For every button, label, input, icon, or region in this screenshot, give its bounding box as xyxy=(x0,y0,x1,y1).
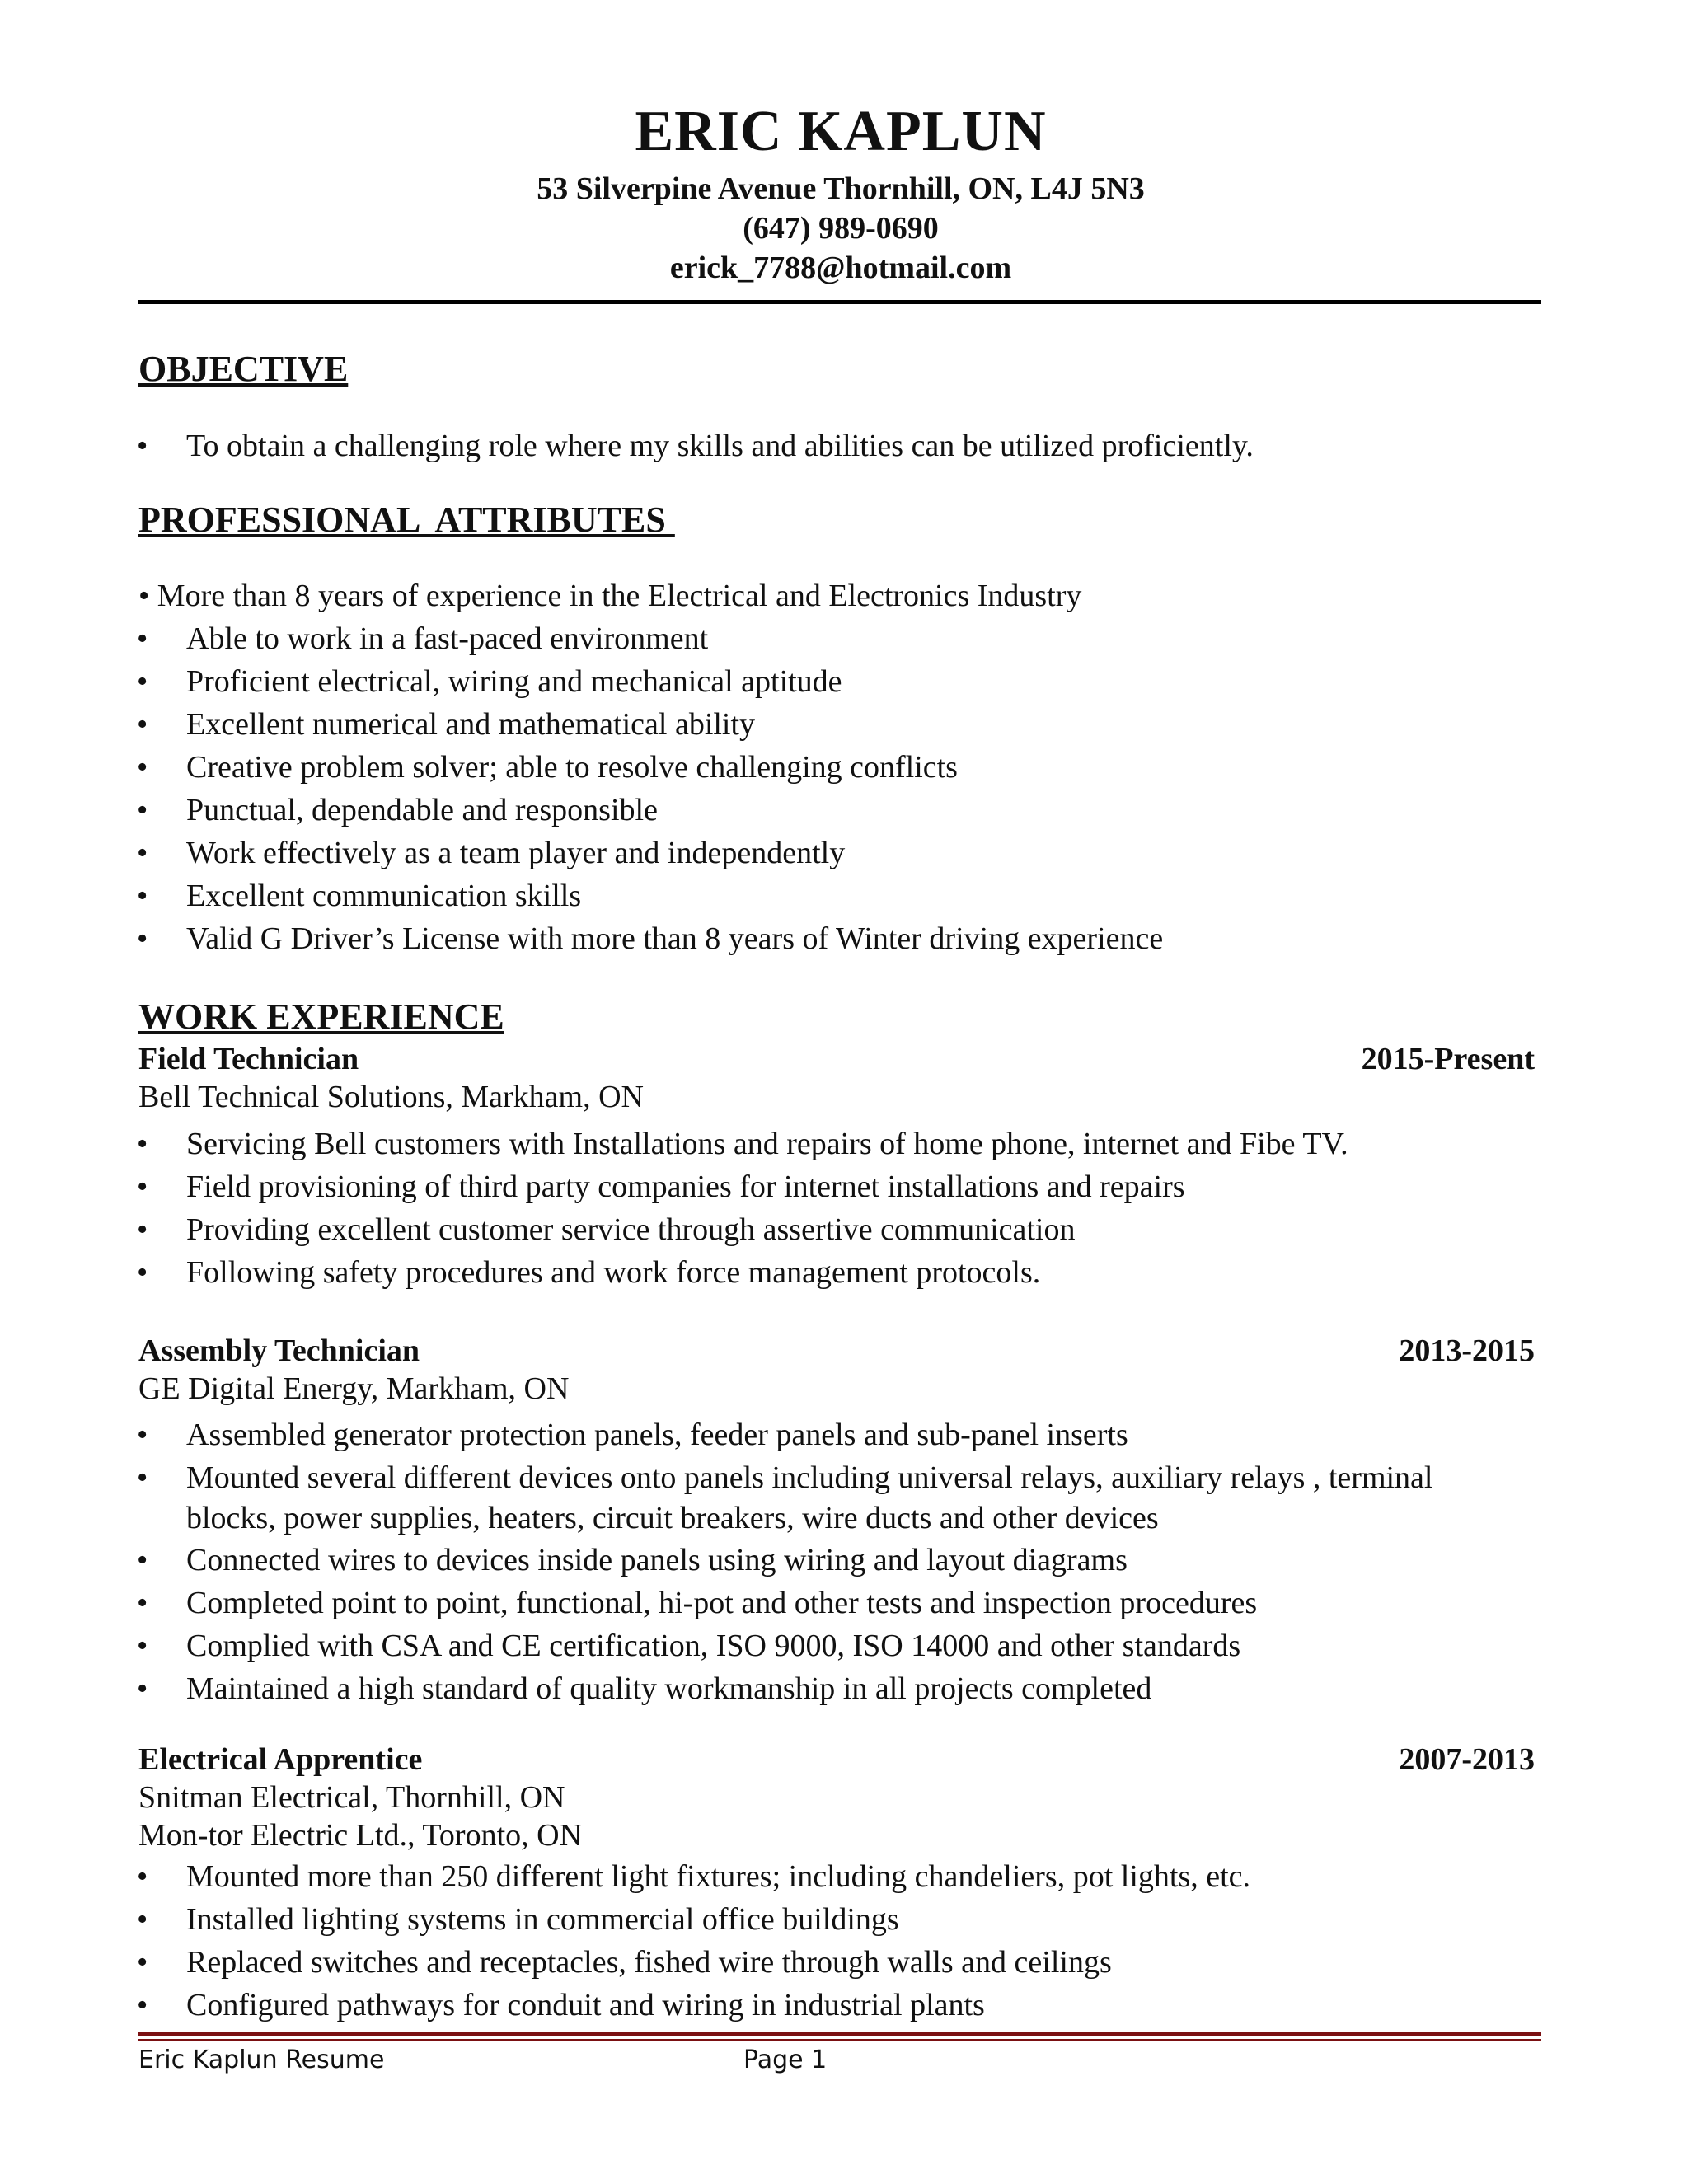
bullet-icon: • xyxy=(137,793,148,827)
section-title-attributes: PROFESSIONAL ATTRIBUTES xyxy=(138,499,675,540)
job-duty: Maintained a high standard of quality workmanship in all projects completed xyxy=(186,1671,1152,1706)
job-dates: 2013-2015 xyxy=(1399,1333,1535,1368)
bullet-icon: • xyxy=(137,664,148,699)
email-address: erick_7788@hotmail.com xyxy=(669,251,1012,285)
bullet-icon: • xyxy=(137,1460,148,1495)
job-duty: Installed lighting systems in commercial office buildings xyxy=(186,1902,899,1937)
job-duty: Assembled generator protection panels, feeder panels and sub-panel inserts xyxy=(186,1418,1128,1452)
footer-divider-thin xyxy=(138,2039,1541,2041)
employer: Bell Technical Solutions, Markham, ON xyxy=(138,1080,644,1114)
objective-item: To obtain a challenging role where my skills and abilities can be utilized proficiently. xyxy=(186,429,1254,463)
bullet-icon: • xyxy=(137,750,148,785)
bullet-icon: • xyxy=(137,1945,148,1980)
employer: Snitman Electrical, Thornhill, ON xyxy=(138,1780,565,1815)
job-duty: Configured pathways for conduit and wiring in industrial plants xyxy=(186,1988,985,2022)
header-divider xyxy=(138,300,1541,304)
bullet-icon: • xyxy=(137,1859,148,1894)
bullet-icon: • xyxy=(137,1543,148,1577)
job-duty: Servicing Bell customers with Installations and repairs of home phone, internet and Fibe TV. xyxy=(186,1127,1348,1161)
attribute-item: Able to work in a fast-paced environment xyxy=(186,621,709,656)
footer-divider xyxy=(138,2032,1541,2036)
bullet-icon: • xyxy=(137,1586,148,1620)
attribute-item: Excellent communication skills xyxy=(186,879,582,913)
bullet-icon: • xyxy=(137,707,148,742)
bullet-icon: • xyxy=(137,621,148,656)
employer: GE Digital Energy, Markham, ON xyxy=(138,1371,570,1406)
attribute-item: Work effectively as a team player and independently xyxy=(186,836,846,870)
section-title-work-experience: WORK EXPERIENCE xyxy=(138,996,504,1037)
footer-title: Eric Kaplun Resume xyxy=(138,2046,385,2074)
page-number: Page 1 xyxy=(743,2046,828,2074)
bullet-icon: • xyxy=(137,836,148,870)
bullet-icon: • xyxy=(137,1629,148,1663)
job-dates: 2007-2013 xyxy=(1399,1742,1535,1777)
job-duty: Complied with CSA and CE certification, ISO 9000, ISO 14000 and other standards xyxy=(186,1629,1241,1663)
attribute-item: • More than 8 years of experience in the Electrical and Electronics Industry xyxy=(138,579,1082,613)
bullet-icon: • xyxy=(137,921,148,956)
address: 53 Silverpine Avenue Thornhill, ON, L4J 5N3 xyxy=(537,171,1145,206)
job-duty: Field provisioning of third party companies for internet installations and repairs xyxy=(186,1169,1185,1204)
employer: Mon-tor Electric Ltd., Toronto, ON xyxy=(138,1818,583,1853)
job-duty: Mounted several different devices onto panels including universal relays, auxiliary relays , terminal xyxy=(186,1460,1433,1495)
job-duty: Completed point to point, functional, hi-pot and other tests and inspection procedures xyxy=(186,1586,1258,1620)
bullet-icon: • xyxy=(137,429,148,463)
bullet-icon: • xyxy=(137,1418,148,1452)
bullet-icon: • xyxy=(137,879,148,913)
job-title: Field Technician xyxy=(138,1042,359,1076)
bullet-icon: • xyxy=(137,1671,148,1706)
attribute-item: Proficient electrical, wiring and mechanical aptitude xyxy=(186,664,842,699)
attribute-item: Punctual, dependable and responsible xyxy=(186,793,658,827)
job-duty: Following safety procedures and work force management protocols. xyxy=(186,1255,1041,1290)
bullet-icon: • xyxy=(137,1169,148,1204)
job-title: Assembly Technician xyxy=(138,1333,420,1368)
candidate-name: ERIC KAPLUN xyxy=(635,100,1047,163)
attribute-item: Creative problem solver; able to resolve challenging conflicts xyxy=(186,750,958,785)
attribute-item: Excellent numerical and mathematical ability xyxy=(186,707,756,742)
job-title: Electrical Apprentice xyxy=(138,1742,423,1777)
job-duty: Providing excellent customer service through assertive communication xyxy=(186,1212,1076,1247)
section-title-objective: OBJECTIVE xyxy=(138,349,349,389)
bullet-icon: • xyxy=(137,1212,148,1247)
bullet-icon: • xyxy=(137,1255,148,1290)
bullet-icon: • xyxy=(137,1988,148,2022)
resume-header xyxy=(140,95,1541,288)
attribute-item: Valid G Driver’s License with more than 8 years of Winter driving experience xyxy=(186,921,1164,956)
job-duty: Connected wires to devices inside panels using wiring and layout diagrams xyxy=(186,1543,1128,1577)
phone-number: (647) 989-0690 xyxy=(743,211,939,246)
bullet-icon: • xyxy=(137,1902,148,1937)
job-duty: Mounted more than 250 different light fixtures; including chandeliers, pot lights, etc. xyxy=(186,1859,1251,1894)
job-duty-continued: blocks, power supplies, heaters, circuit breakers, wire ducts and other devices xyxy=(186,1501,1159,1535)
job-dates: 2015-Present xyxy=(1361,1042,1535,1076)
job-duty: Replaced switches and receptacles, fished wire through walls and ceilings xyxy=(186,1945,1112,1980)
bullet-icon: • xyxy=(137,1127,148,1161)
